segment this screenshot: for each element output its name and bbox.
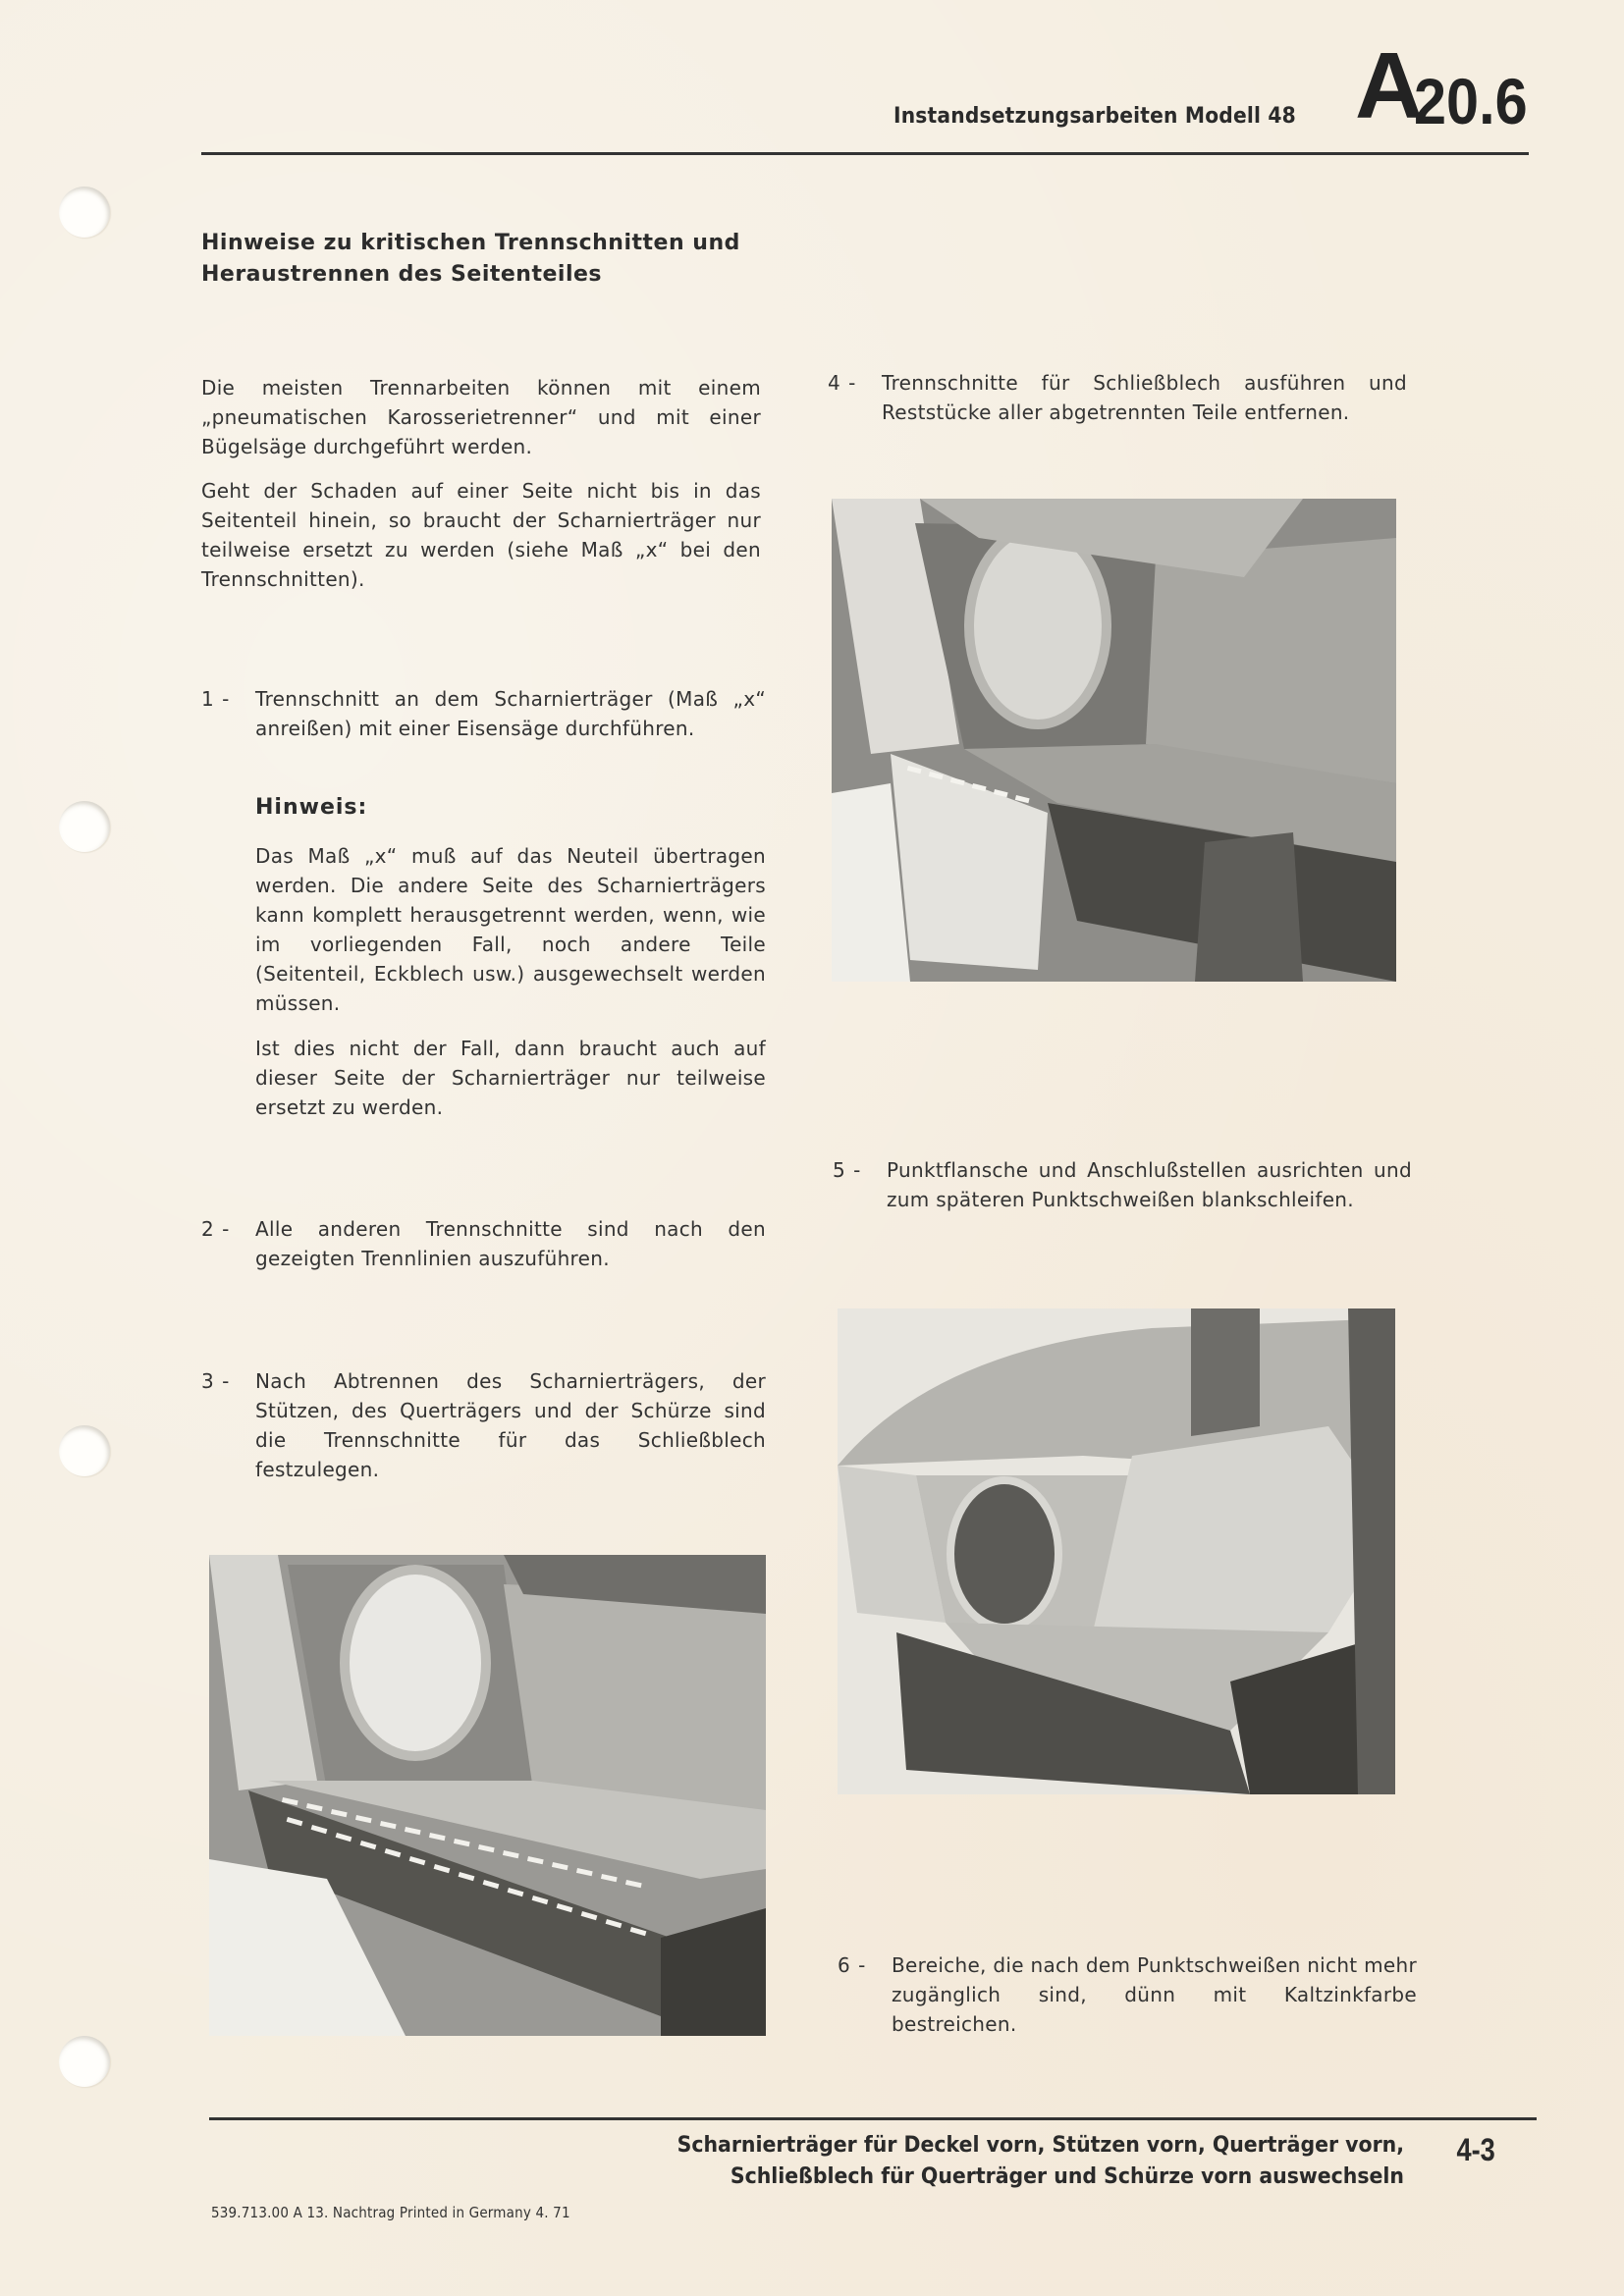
step-number: 2 -	[201, 1217, 231, 1241]
step-1	[201, 684, 766, 743]
print-info: 539.713.00 A 13. Nachtrag Printed in Germany 4. 71	[211, 2204, 570, 2221]
footer-divider	[209, 2117, 1537, 2120]
photo-hinge-carrier-cut	[832, 499, 1396, 982]
step-text: Trennschnitte für Schließblech ausführen und Reststücke aller abgetrennten Teile entfernen.	[882, 371, 1407, 424]
step-text: Nach Abtrennen des Scharnierträgers, der Stützen, des Querträgers und der Schürze sind die Trennschnitte für das Schließblech festzulegen.	[255, 1369, 766, 1481]
step-number: 4 -	[828, 371, 857, 395]
step-2	[201, 1214, 766, 1273]
page-number: 4-3	[1456, 2132, 1495, 2167]
intro-paragraph: Die meisten Trennarbeiten können mit einem „pneumatischen Karosserietrenner“ und mit einer Bügelsäge durchgeführt werden.	[201, 376, 761, 458]
section-code-number: 20.6	[1414, 65, 1528, 137]
footer-title-line-1: Scharnierträger für Deckel vorn, Stützen vorn, Querträger vorn,	[677, 2133, 1404, 2158]
section-title: Hinweise zu kritischen Trennschnitten und Heraustrennen des Seitenteiles	[201, 231, 740, 287]
step-text: Trennschnitt an dem Scharnierträger (Maß „x“ anreißen) mit einer Eisensäge durchführen.	[255, 687, 766, 740]
punch-hole	[59, 2036, 110, 2087]
note-paragraph: Das Maß „x“ muß auf das Neuteil übertragen werden. Die andere Seite des Scharnierträgers kann komplett herausgetrennt werden, wenn, wie im vorliegenden Fall, noch andere Teile (Seitenteil, Eckblech usw.) ausgewechselt werden müssen.	[255, 844, 766, 1015]
footer-title-line-2: Schließblech für Querträger und Schürze vorn auswechseln	[730, 2164, 1404, 2189]
punch-hole	[59, 187, 110, 238]
step-number: 3 -	[201, 1369, 231, 1393]
section-code-letter: A	[1355, 33, 1424, 138]
intro-paragraph: Geht der Schaden auf einer Seite nicht bis in das Seitenteil hinein, so braucht der Scharnierträger nur teilweise ersetzt zu werden (siehe Maß „x“ bei den Trennschnitten).	[201, 479, 761, 591]
step-number: 6 -	[838, 1953, 867, 1977]
step-number: 5 -	[833, 1158, 862, 1182]
header-title: Instandsetzungsarbeiten Modell 48	[893, 104, 1296, 129]
photo-flanges-aligned	[838, 1308, 1395, 1794]
punch-hole	[59, 1425, 110, 1476]
step-3	[201, 1366, 766, 1484]
footer-title	[610, 2130, 1404, 2193]
note-paragraph: Ist dies nicht der Fall, dann braucht auch auf dieser Seite der Scharnierträger nur teilweise ersetzt zu werden.	[255, 1037, 766, 1119]
step-5	[833, 1155, 1412, 1214]
photo-floor-cut-lines	[209, 1555, 766, 2036]
step-4	[828, 368, 1407, 427]
note-title: Hinweis:	[255, 795, 368, 820]
step-text: Punktflansche und Anschlußstellen ausrichten und zum späteren Punktschweißen blankschleifen.	[887, 1158, 1412, 1211]
step-text: Bereiche, die nach dem Punktschweißen nicht mehr zugänglich sind, dünn mit Kaltzinkfarbe bestreichen.	[892, 1953, 1417, 2036]
punch-hole	[59, 801, 110, 852]
header-divider	[201, 152, 1529, 155]
step-6	[838, 1950, 1417, 2039]
step-number: 1 -	[201, 687, 231, 711]
step-text: Alle anderen Trennschnitte sind nach den gezeigten Trennlinien auszuführen.	[255, 1217, 766, 1270]
